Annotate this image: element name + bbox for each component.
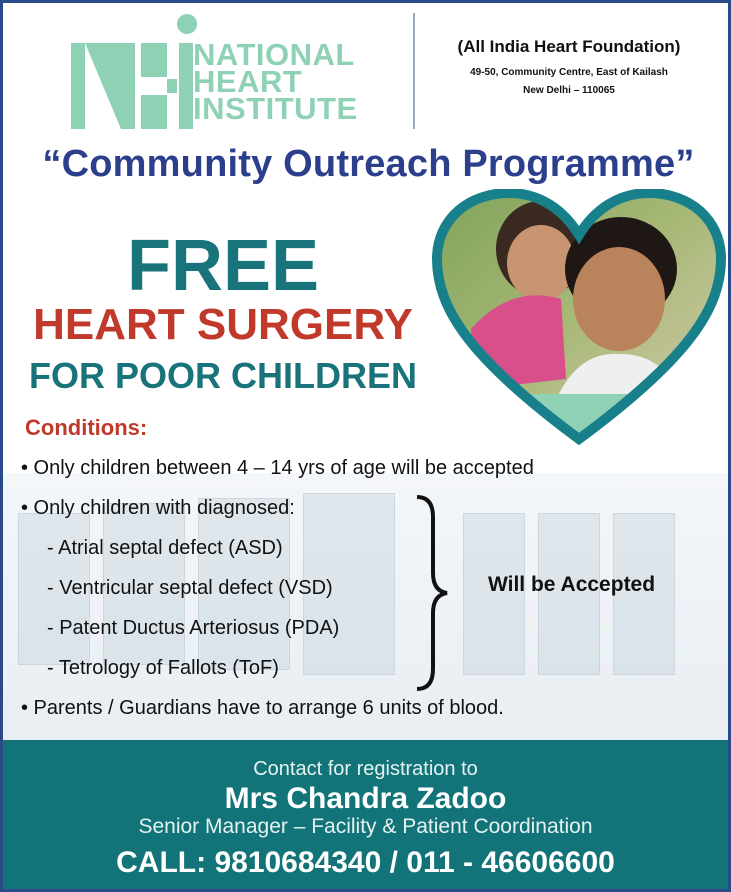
defect-tof: - Tetrology of Fallots (ToF) [47,657,279,679]
organisation-name: (All India Heart Foundation) [457,37,681,56]
conditions-title: Conditions: [25,415,148,440]
condition-age: • Only children between 4 – 14 yrs of age will be accepted [21,457,534,479]
contact-intro: Contact for registration to [253,758,478,780]
organisation-block [423,37,715,96]
contact-phone: CALL: 9810684340 / 011 - 46606600 [116,846,615,879]
header-divider [413,13,415,129]
programme-title: “Community Outreach Programme” [42,143,695,185]
logo-line-institute: INSTITUTE [193,91,358,126]
right-brace-icon [411,493,451,693]
logo-line-national: NATIONAL [193,37,355,72]
logo-line-heart: HEART [193,64,303,99]
condition-blood: • Parents / Guardians have to arrange 6 units of blood. [21,697,504,719]
defect-pda: - Patent Ductus Arteriosus (PDA) [47,617,340,639]
organisation-address: 49-50, Community Centre, East of Kailash [470,67,668,78]
organisation-city: New Delhi – 110065 [523,85,615,96]
will-be-accepted-label: Will be Accepted [488,573,656,596]
defect-vsd: - Ventricular septal defect (VSD) [47,577,333,599]
headline-for-poor-children: FOR POOR CHILDREN [28,355,417,396]
contact-name: Mrs Chandra Zadoo [224,782,507,815]
logo-wordmark [193,37,358,126]
heart-photo-children [431,189,727,449]
headline-free: FREE [126,226,320,306]
contact-role: Senior Manager – Facility & Patient Coordination [138,815,593,838]
contact-footer [3,740,728,889]
condition-diagnosed: • Only children with diagnosed: [21,497,295,519]
defect-asd: - Atrial septal defect (ASD) [47,537,283,559]
headline-heart-surgery: HEART SURGERY [33,300,413,349]
